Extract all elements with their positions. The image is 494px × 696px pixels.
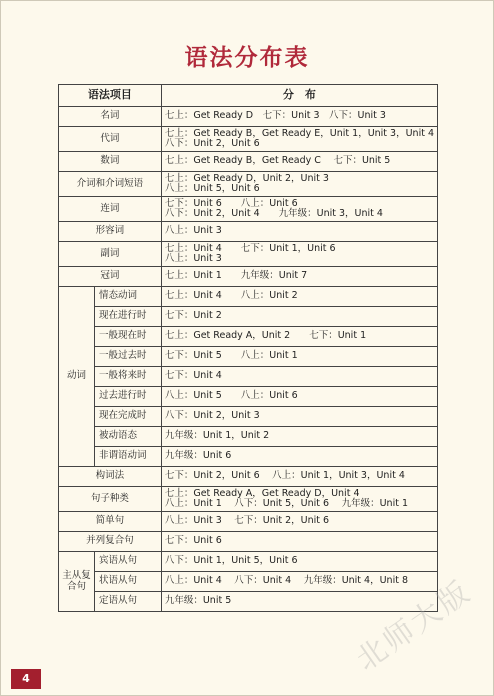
table-body — [59, 107, 438, 612]
distribution-cell — [161, 427, 437, 447]
grammar-subitem: 一般将来时 — [95, 367, 162, 387]
grammar-subitem: 现在完成时 — [95, 407, 162, 427]
distribution-cell — [161, 152, 437, 172]
distribution-cell — [161, 127, 437, 152]
distribution-line: 七上：Unit 1 九年级：Unit 7 — [164, 270, 308, 282]
grammar-subitem: 非谓语动词 — [95, 447, 162, 467]
table-row — [59, 152, 438, 172]
table-row — [59, 592, 438, 612]
grammar-subitem: 现在进行时 — [95, 307, 162, 327]
table-row — [59, 267, 438, 287]
table-row — [59, 222, 438, 242]
page-title: 语法分布表 — [184, 45, 310, 71]
distribution-line: 八上：Unit 4 八下：Unit 4 九年级：Unit 4，Unit 8 — [164, 575, 408, 587]
grammar-item: 连词 — [59, 197, 162, 222]
distribution-cell — [161, 222, 437, 242]
table-row — [59, 242, 438, 267]
distribution-cell — [161, 407, 437, 427]
grammar-subitem: 被动语态 — [95, 427, 162, 447]
table-row — [59, 367, 438, 387]
grammar-distribution-table — [58, 84, 438, 612]
distribution-line: 八下：Unit 2，Unit 4 九年级：Unit 3，Unit 4 — [164, 208, 383, 219]
distribution-cell — [161, 242, 437, 267]
table-row — [59, 572, 438, 592]
distribution-line: 七上：Get Ready B，Get Ready E，Unit 1，Unit 3，Unit 4 — [164, 127, 434, 139]
distribution-line: 九年级：Unit 1，Unit 2 — [164, 430, 270, 442]
distribution-cell — [161, 512, 437, 532]
grammar-subitem: 一般过去时 — [95, 347, 162, 367]
distribution-cell — [161, 532, 437, 552]
table-row — [59, 552, 438, 572]
table-header-row — [59, 85, 438, 107]
header-distribution: 分 布 — [161, 85, 437, 107]
table-row — [59, 172, 438, 197]
table-row — [59, 487, 438, 512]
table-row — [59, 307, 438, 327]
distribution-cell — [161, 347, 437, 367]
distribution-cell — [161, 287, 437, 307]
grammar-item: 构词法 — [59, 467, 162, 487]
compound-group-label: 主从复合句 — [59, 552, 95, 612]
grammar-subitem: 状语从句 — [95, 572, 162, 592]
table-row — [59, 467, 438, 487]
distribution-line: 八上：Unit 5，Unit 6 — [164, 183, 260, 194]
table-row — [59, 197, 438, 222]
table-row — [59, 407, 438, 427]
distribution-line: 七下：Unit 6 — [164, 535, 222, 547]
table-row — [59, 107, 438, 127]
grammar-item: 副词 — [59, 242, 162, 267]
distribution-line: 八上：Unit 3 — [164, 225, 222, 237]
distribution-line: 七下：Unit 2，Unit 6 八上：Unit 1，Unit 3，Unit 4 — [164, 470, 405, 482]
distribution-line: 八下：Unit 1，Unit 5，Unit 6 — [164, 555, 298, 567]
table-row — [59, 127, 438, 152]
distribution-cell — [161, 267, 437, 287]
distribution-line: 七下：Unit 6 八上：Unit 6 — [164, 197, 298, 209]
distribution-line: 七下：Unit 4 — [164, 370, 222, 382]
distribution-line: 七下：Unit 5 八上：Unit 1 — [164, 350, 298, 362]
distribution-line: 八上：Unit 3 — [164, 253, 222, 264]
grammar-item: 介词和介词短语 — [59, 172, 162, 197]
distribution-line: 七上：Get Ready D 七下：Unit 3 八下：Unit 3 — [164, 110, 386, 122]
table-row — [59, 327, 438, 347]
table-row — [59, 287, 438, 307]
watermark: 北师大版 — [349, 573, 479, 679]
grammar-subitem: 宾语从句 — [95, 552, 162, 572]
grammar-item: 并列复合句 — [59, 532, 162, 552]
distribution-line: 八下：Unit 2，Unit 6 — [164, 138, 260, 149]
table-row — [59, 447, 438, 467]
grammar-item: 简单句 — [59, 512, 162, 532]
grammar-item: 代词 — [59, 127, 162, 152]
distribution-cell — [161, 307, 437, 327]
distribution-line: 八上：Unit 3 七下：Unit 2，Unit 6 — [164, 515, 330, 527]
page-number: 4 — [11, 669, 41, 689]
grammar-item: 冠词 — [59, 267, 162, 287]
verb-group-label: 动词 — [59, 287, 95, 467]
table-row — [59, 347, 438, 367]
distribution-line: 七上：Unit 4 八上：Unit 2 — [164, 290, 298, 302]
grammar-item: 数词 — [59, 152, 162, 172]
distribution-line: 八上：Unit 1 八下：Unit 5，Unit 6 九年级：Unit 1 — [164, 498, 408, 509]
distribution-cell — [161, 447, 437, 467]
distribution-line: 七下：Unit 2 — [164, 310, 222, 322]
distribution-cell — [161, 107, 437, 127]
distribution-cell — [161, 467, 437, 487]
grammar-item: 句子种类 — [59, 487, 162, 512]
grammar-subitem: 情态动词 — [95, 287, 162, 307]
grammar-subitem: 一般现在时 — [95, 327, 162, 347]
distribution-cell — [161, 172, 437, 197]
header-item: 语法项目 — [59, 85, 162, 107]
distribution-line: 八上：Unit 5 八上：Unit 6 — [164, 390, 298, 402]
table-row — [59, 532, 438, 552]
table-row — [59, 387, 438, 407]
distribution-cell — [161, 367, 437, 387]
table-row — [59, 427, 438, 447]
distribution-cell — [161, 572, 437, 592]
distribution-line: 九年级：Unit 5 — [164, 595, 232, 607]
grammar-subitem: 定语从句 — [95, 592, 162, 612]
distribution-cell — [161, 197, 437, 222]
distribution-line: 八下：Unit 2，Unit 3 — [164, 410, 260, 422]
distribution-line: 七上：Get Ready A，Unit 2 七下：Unit 1 — [164, 330, 367, 342]
distribution-cell — [161, 327, 437, 347]
distribution-line: 七上：Get Ready B，Get Ready C 七下：Unit 5 — [164, 155, 391, 167]
distribution-cell — [161, 387, 437, 407]
distribution-line: 七上：Get Ready A，Get Ready D，Unit 4 — [164, 487, 360, 499]
grammar-item: 名词 — [59, 107, 162, 127]
distribution-cell — [161, 552, 437, 572]
table-row — [59, 512, 438, 532]
grammar-subitem: 过去进行时 — [95, 387, 162, 407]
distribution-line: 九年级：Unit 6 — [164, 450, 232, 462]
grammar-item: 形容词 — [59, 222, 162, 242]
distribution-cell — [161, 487, 437, 512]
distribution-line: 七上：Get Ready D，Unit 2，Unit 3 — [164, 172, 329, 184]
distribution-line: 七上：Unit 4 七下：Unit 1，Unit 6 — [164, 242, 336, 254]
